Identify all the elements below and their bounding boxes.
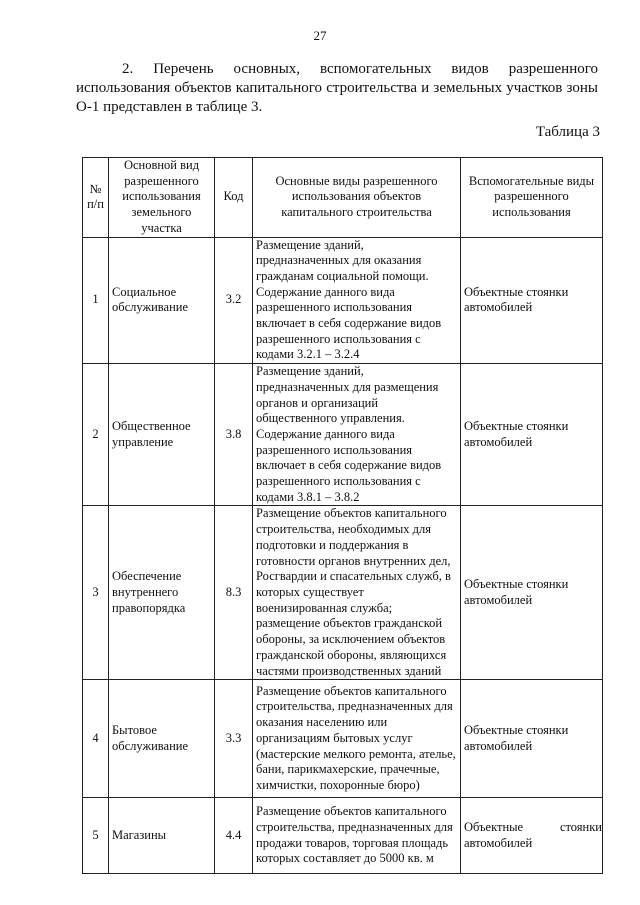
row-code: 3.2	[215, 237, 253, 364]
intro-paragraph: 2. Перечень основных, вспомогательных видов разрешенного использования объектов капитального строительства и земельных участков зоны О-1 представлен в таблице 3.	[76, 61, 598, 115]
row-aux: Объектные стоянки автомобилей	[461, 798, 603, 874]
row-name: Социальное обслуживание	[109, 237, 215, 364]
table-row	[83, 798, 603, 874]
row-name: Магазины	[109, 798, 215, 874]
table-row	[83, 364, 603, 506]
table-header-row	[83, 158, 603, 238]
row-number: 1	[83, 237, 109, 364]
row-description: Размещение объектов капитального строительства, необходимых для подготовки и поддержания в готовности органов внутренних дел, Росгвардии и спасательных служб, в которых существует военизированная служба; размещение объектов гражданской обороны, за исключением объектов гражданской обороны, являющихся частями производственных зданий	[253, 506, 461, 680]
land-use-table	[82, 157, 603, 874]
header-num: № п/п	[83, 158, 109, 238]
table-row	[83, 506, 603, 680]
row-number: 2	[83, 364, 109, 506]
row-aux: Объектные стоянки автомобилей	[461, 364, 603, 506]
row-number: 4	[83, 680, 109, 798]
row-number: 3	[83, 506, 109, 680]
row-name: Обеспечение внутреннего правопорядка	[109, 506, 215, 680]
row-number: 5	[83, 798, 109, 874]
row-description: Размещение объектов капитального строительства, предназначенных для продажи товаров, торговая площадь которых составляет до 5000 кв. м	[253, 798, 461, 874]
row-code: 3.3	[215, 680, 253, 798]
header-main-kind: Основной вид разрешенного использования земельного участка	[109, 158, 215, 238]
row-aux: Объектные стоянки автомобилей	[461, 237, 603, 364]
page-number: 27	[313, 28, 327, 43]
row-code: 3.8	[215, 364, 253, 506]
table-row	[83, 237, 603, 364]
row-description: Размещение зданий, предназначенных для размещения органов и организаций общественного управления. Содержание данного вида разрешенного использования включает в себя содержание видов разрешенного использования с кодами 3.8.1 – 3.8.2	[253, 364, 461, 506]
row-description: Размещение зданий, предназначенных для оказания гражданам социальной помощи. Содержание данного вида разрешенного использования включает в себя содержание видов разрешенного использования с кодами 3.2.1 – 3.2.4	[253, 237, 461, 364]
row-aux: Объектные стоянки автомобилей	[461, 506, 603, 680]
row-code: 4.4	[215, 798, 253, 874]
row-aux: Объектные стоянки автомобилей	[461, 680, 603, 798]
row-code: 8.3	[215, 506, 253, 680]
header-aux: Вспомогательные виды разрешенного использования	[461, 158, 603, 238]
row-name: Бытовое обслуживание	[109, 680, 215, 798]
header-main-objects: Основные виды разрешенного использования объектов капитального строительства	[253, 158, 461, 238]
row-name: Общественное управление	[109, 364, 215, 506]
table-caption: Таблица 3	[535, 124, 600, 140]
header-code: Код	[215, 158, 253, 238]
table-row	[83, 680, 603, 798]
row-description: Размещение объектов капитального строительства, предназначенных для оказания населению или организациям бытовых услуг (мастерские мелкого ремонта, ателье, бани, парикмахерские, прачечные, химчистки, похоронные бюро)	[253, 680, 461, 798]
